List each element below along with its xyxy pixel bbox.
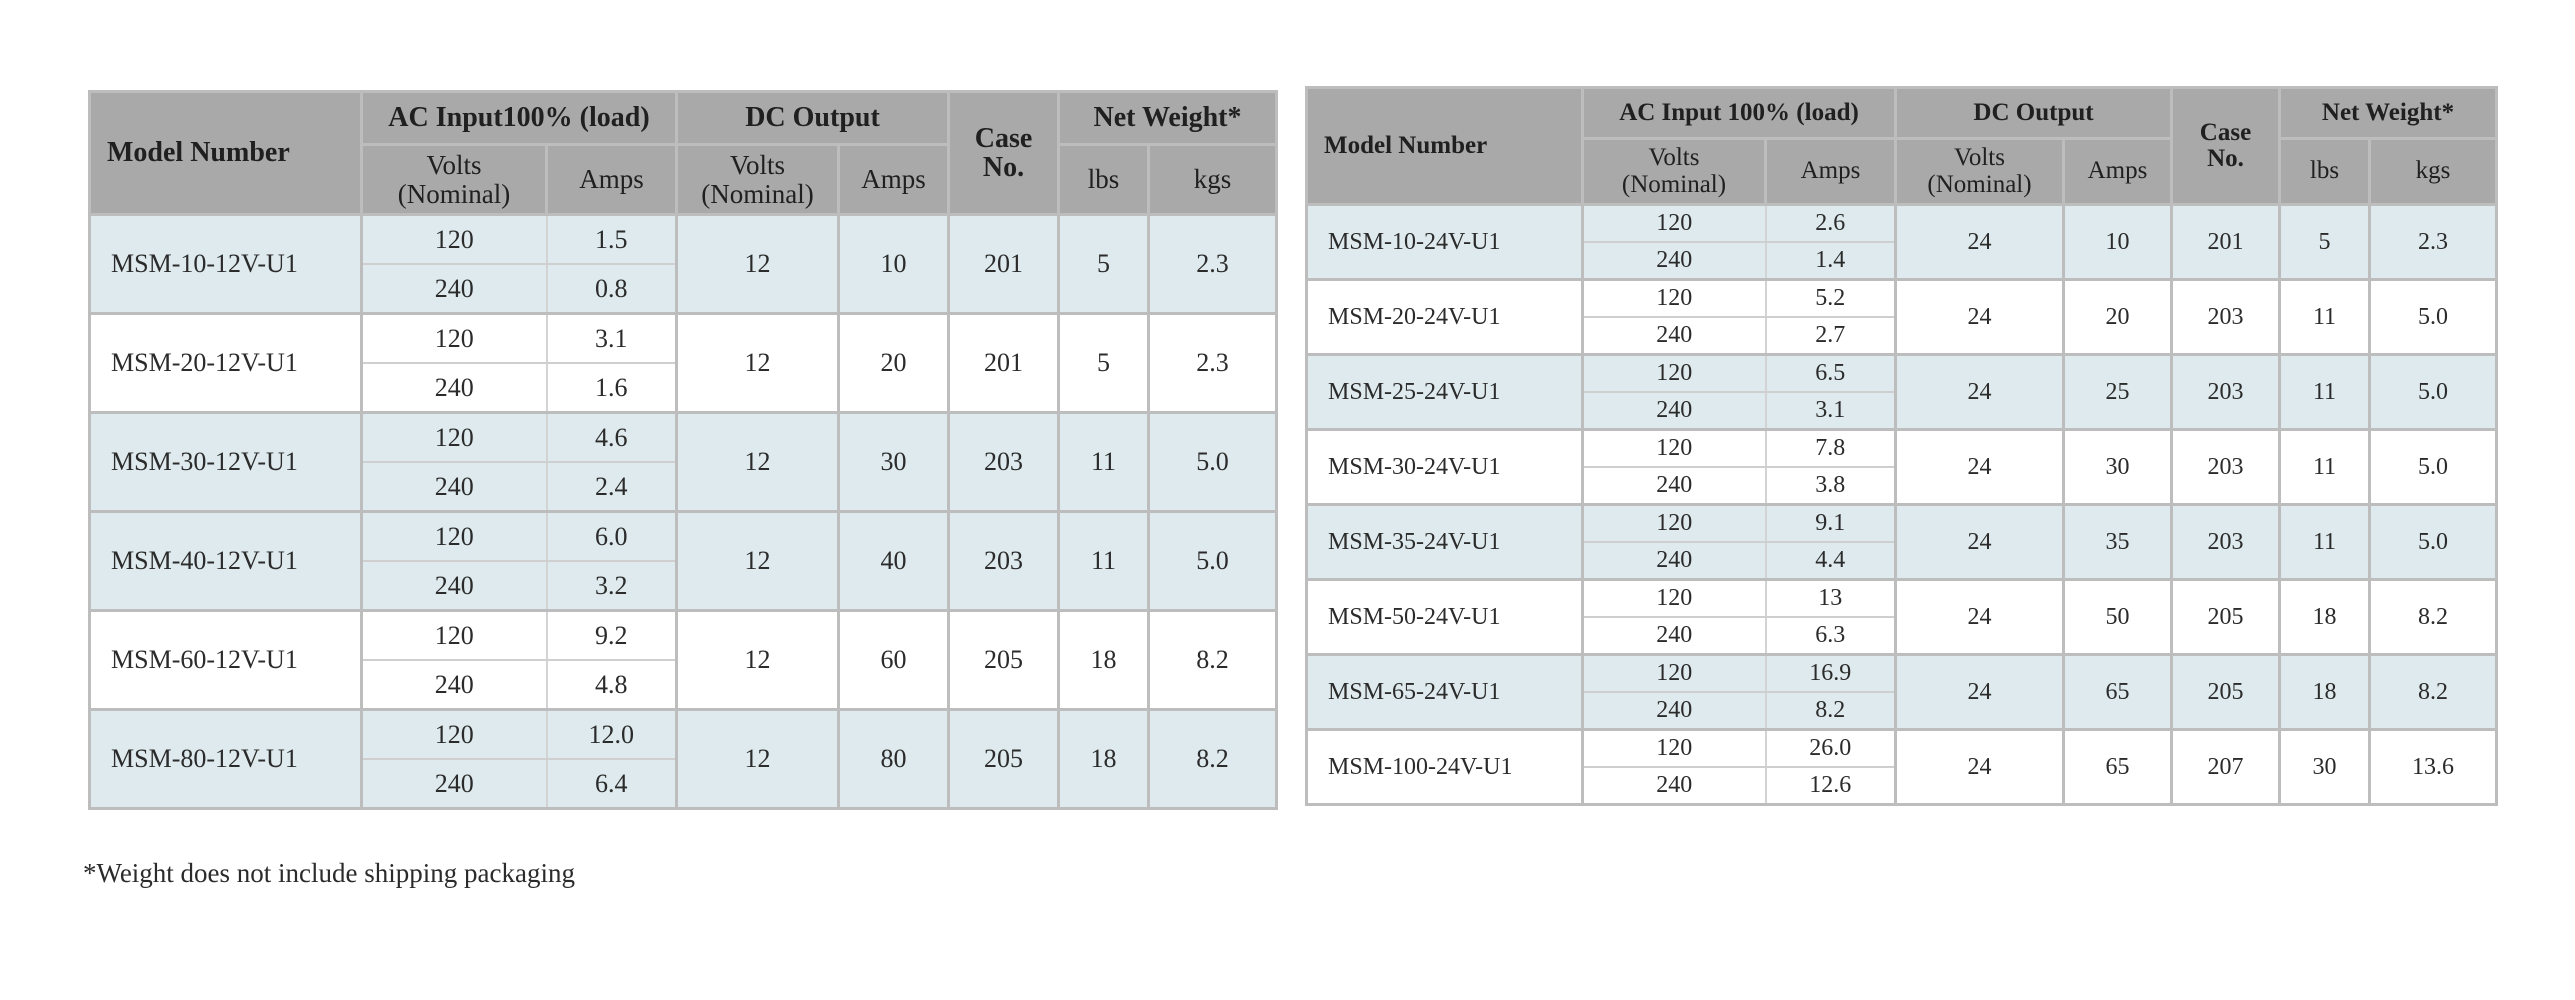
kgs-cell: 5.0 [2370, 355, 2497, 430]
ac-volts-cell: 120 [1583, 580, 1766, 618]
lbs-cell: 11 [2280, 355, 2370, 430]
ac-amps-cell: 12.6 [1766, 767, 1896, 805]
ac-volts-cell: 240 [362, 462, 547, 512]
ac-volts-cell: 240 [1583, 617, 1766, 655]
lbs-cell: 11 [1059, 512, 1149, 611]
dc-volts-cell: 24 [1896, 730, 2064, 805]
model-number-cell: MSM-30-24V-U1 [1307, 430, 1583, 505]
kgs-cell: 8.2 [1149, 710, 1277, 809]
kgs-cell: 5.0 [2370, 505, 2497, 580]
table-row [1307, 205, 2497, 243]
dc-volts-cell: 24 [1896, 280, 2064, 355]
ac-amps-header: Amps [1766, 139, 1896, 205]
kgs-cell: 5.0 [2370, 430, 2497, 505]
lbs-cell: 11 [1059, 413, 1149, 512]
ac-amps-cell: 3.1 [1766, 392, 1896, 430]
case-no-cell: 205 [949, 710, 1059, 809]
kgs-cell: 8.2 [1149, 611, 1277, 710]
case-no-cell: 201 [2172, 205, 2280, 280]
ac-volts-cell: 240 [1583, 692, 1766, 730]
dc-amps-cell: 65 [2064, 655, 2172, 730]
ac-volts-header-text: Volts (Nominal) [1621, 144, 1727, 198]
model-number-cell: MSM-80-12V-U1 [90, 710, 362, 809]
kgs-cell: 5.0 [2370, 280, 2497, 355]
case-no-cell: 201 [949, 215, 1059, 314]
ac-amps-cell: 4.4 [1766, 542, 1896, 580]
dc-volts-cell: 12 [677, 215, 839, 314]
kgs-cell: 2.3 [1149, 314, 1277, 413]
dc-volts-header [1896, 139, 2064, 205]
dc-amps-header: Amps [839, 145, 949, 215]
dc-amps-cell: 35 [2064, 505, 2172, 580]
spec-table-24v [1305, 86, 2498, 806]
spec-table-12v [88, 90, 1278, 810]
table-row [1307, 580, 2497, 618]
ac-amps-cell: 6.0 [547, 512, 677, 562]
ac-volts-cell: 120 [1583, 505, 1766, 543]
dc-amps-cell: 80 [839, 710, 949, 809]
ac-amps-cell: 2.4 [547, 462, 677, 512]
model-number-cell: MSM-10-12V-U1 [90, 215, 362, 314]
dc-amps-cell: 40 [839, 512, 949, 611]
ac-amps-cell: 2.7 [1766, 317, 1896, 355]
ac-volts-cell: 120 [362, 611, 547, 661]
ac-amps-cell: 16.9 [1766, 655, 1896, 693]
ac-volts-cell: 240 [1583, 767, 1766, 805]
lbs-cell: 5 [1059, 314, 1149, 413]
lbs-cell: 11 [2280, 505, 2370, 580]
case-no-header-text: Case No. [2199, 118, 2252, 172]
ac-amps-cell: 0.8 [547, 264, 677, 314]
dc-volts-header [677, 145, 839, 215]
net-weight-header: Net Weight* [1059, 92, 1277, 145]
ac-volts-cell: 240 [362, 363, 547, 413]
table-row [1307, 355, 2497, 393]
case-no-cell: 203 [949, 512, 1059, 611]
ac-amps-cell: 3.1 [547, 314, 677, 364]
ac-volts-cell: 120 [362, 710, 547, 760]
dc-output-header: DC Output [677, 92, 949, 145]
lbs-cell: 18 [2280, 580, 2370, 655]
ac-input-header: AC Input 100% (load) [1583, 88, 1896, 139]
dc-amps-cell: 30 [2064, 430, 2172, 505]
case-no-cell: 201 [949, 314, 1059, 413]
case-no-cell: 203 [949, 413, 1059, 512]
case-no-cell: 205 [949, 611, 1059, 710]
dc-amps-cell: 65 [2064, 730, 2172, 805]
case-no-header [949, 92, 1059, 215]
dc-amps-cell: 10 [2064, 205, 2172, 280]
ac-amps-cell: 2.6 [1766, 205, 1896, 243]
model-number-cell: MSM-30-12V-U1 [90, 413, 362, 512]
ac-volts-cell: 240 [1583, 317, 1766, 355]
ac-amps-cell: 4.6 [547, 413, 677, 463]
ac-volts-cell: 240 [1583, 542, 1766, 580]
dc-volts-header-text: Volts (Nominal) [701, 150, 814, 209]
model-number-cell: MSM-100-24V-U1 [1307, 730, 1583, 805]
dc-amps-cell: 25 [2064, 355, 2172, 430]
kgs-cell: 5.0 [1149, 512, 1277, 611]
case-no-cell: 205 [2172, 580, 2280, 655]
lbs-cell: 5 [1059, 215, 1149, 314]
ac-amps-cell: 9.2 [547, 611, 677, 661]
lbs-header: lbs [1059, 145, 1149, 215]
kgs-cell: 8.2 [2370, 580, 2497, 655]
kgs-cell: 2.3 [2370, 205, 2497, 280]
ac-amps-cell: 9.1 [1766, 505, 1896, 543]
ac-amps-cell: 26.0 [1766, 730, 1896, 768]
ac-volts-cell: 120 [1583, 430, 1766, 468]
model-number-cell: MSM-20-12V-U1 [90, 314, 362, 413]
model-number-cell: MSM-20-24V-U1 [1307, 280, 1583, 355]
case-no-cell: 203 [2172, 430, 2280, 505]
model-number-cell: MSM-40-12V-U1 [90, 512, 362, 611]
table-row [1307, 505, 2497, 543]
kgs-cell: 8.2 [2370, 655, 2497, 730]
ac-volts-cell: 240 [362, 561, 547, 611]
dc-volts-cell: 24 [1896, 505, 2064, 580]
case-no-cell: 205 [2172, 655, 2280, 730]
lbs-cell: 18 [1059, 611, 1149, 710]
ac-volts-cell: 240 [1583, 467, 1766, 505]
table-row [1307, 280, 2497, 318]
dc-volts-cell: 24 [1896, 205, 2064, 280]
ac-volts-cell: 240 [1583, 242, 1766, 280]
table-row [90, 710, 1277, 760]
case-no-cell: 203 [2172, 355, 2280, 430]
lbs-header: lbs [2280, 139, 2370, 205]
kgs-cell: 13.6 [2370, 730, 2497, 805]
ac-volts-header-text: Volts (Nominal) [397, 150, 511, 209]
ac-input-header: AC Input100% (load) [362, 92, 677, 145]
dc-output-header: DC Output [1896, 88, 2172, 139]
ac-volts-cell: 120 [1583, 730, 1766, 768]
ac-volts-cell: 240 [362, 264, 547, 314]
weight-footnote: *Weight does not include shipping packaging [83, 858, 575, 888]
dc-volts-cell: 12 [677, 413, 839, 512]
ac-volts-cell: 120 [362, 413, 547, 463]
kgs-header: kgs [1149, 145, 1277, 215]
ac-volts-cell: 240 [362, 660, 547, 710]
case-no-cell: 203 [2172, 505, 2280, 580]
ac-volts-cell: 120 [362, 314, 547, 364]
dc-volts-cell: 12 [677, 710, 839, 809]
lbs-cell: 5 [2280, 205, 2370, 280]
dc-volts-cell: 12 [677, 314, 839, 413]
ac-amps-cell: 3.8 [1766, 467, 1896, 505]
ac-amps-cell: 12.0 [547, 710, 677, 760]
table-row [90, 215, 1277, 265]
ac-amps-header: Amps [547, 145, 677, 215]
dc-amps-cell: 10 [839, 215, 949, 314]
lbs-cell: 11 [2280, 430, 2370, 505]
model-number-header: Model Number [90, 92, 362, 215]
ac-volts-cell: 120 [1583, 205, 1766, 243]
ac-volts-cell: 120 [1583, 655, 1766, 693]
lbs-cell: 11 [2280, 280, 2370, 355]
dc-volts-cell: 24 [1896, 355, 2064, 430]
model-number-header: Model Number [1307, 88, 1583, 205]
ac-amps-cell: 1.6 [547, 363, 677, 413]
net-weight-header: Net Weight* [2280, 88, 2497, 139]
lbs-cell: 30 [2280, 730, 2370, 805]
ac-amps-cell: 6.4 [547, 759, 677, 809]
dc-amps-cell: 60 [839, 611, 949, 710]
dc-amps-header: Amps [2064, 139, 2172, 205]
dc-volts-cell: 24 [1896, 430, 2064, 505]
table-row [1307, 730, 2497, 768]
table-row [90, 413, 1277, 463]
model-number-cell: MSM-25-24V-U1 [1307, 355, 1583, 430]
kgs-header: kgs [2370, 139, 2497, 205]
dc-amps-cell: 50 [2064, 580, 2172, 655]
ac-volts-header [362, 145, 547, 215]
table-row [90, 611, 1277, 661]
ac-amps-cell: 1.4 [1766, 242, 1896, 280]
ac-volts-cell: 120 [362, 512, 547, 562]
model-number-cell: MSM-10-24V-U1 [1307, 205, 1583, 280]
ac-volts-cell: 120 [1583, 355, 1766, 393]
dc-volts-cell: 12 [677, 512, 839, 611]
ac-volts-header [1583, 139, 1766, 205]
dc-volts-cell: 12 [677, 611, 839, 710]
dc-amps-cell: 20 [839, 314, 949, 413]
kgs-cell: 5.0 [1149, 413, 1277, 512]
ac-amps-cell: 6.3 [1766, 617, 1896, 655]
table-row [1307, 655, 2497, 693]
ac-amps-cell: 1.5 [547, 215, 677, 265]
ac-amps-cell: 6.5 [1766, 355, 1896, 393]
case-no-cell: 207 [2172, 730, 2280, 805]
ac-amps-cell: 5.2 [1766, 280, 1896, 318]
model-number-cell: MSM-35-24V-U1 [1307, 505, 1583, 580]
case-no-cell: 203 [2172, 280, 2280, 355]
ac-volts-cell: 240 [362, 759, 547, 809]
dc-amps-cell: 20 [2064, 280, 2172, 355]
ac-amps-cell: 13 [1766, 580, 1896, 618]
model-number-cell: MSM-60-12V-U1 [90, 611, 362, 710]
lbs-cell: 18 [1059, 710, 1149, 809]
table-row [90, 512, 1277, 562]
model-number-cell: MSM-65-24V-U1 [1307, 655, 1583, 730]
ac-amps-cell: 4.8 [547, 660, 677, 710]
ac-volts-cell: 120 [362, 215, 547, 265]
ac-amps-cell: 3.2 [547, 561, 677, 611]
ac-amps-cell: 7.8 [1766, 430, 1896, 468]
case-no-header [2172, 88, 2280, 205]
dc-amps-cell: 30 [839, 413, 949, 512]
case-no-header-text: Case No. [974, 122, 1033, 183]
ac-volts-cell: 240 [1583, 392, 1766, 430]
dc-volts-cell: 24 [1896, 655, 2064, 730]
table-row [90, 314, 1277, 364]
table-row [1307, 430, 2497, 468]
lbs-cell: 18 [2280, 655, 2370, 730]
dc-volts-cell: 24 [1896, 580, 2064, 655]
dc-volts-header-text: Volts (Nominal) [1927, 144, 2032, 198]
ac-volts-cell: 120 [1583, 280, 1766, 318]
model-number-cell: MSM-50-24V-U1 [1307, 580, 1583, 655]
ac-amps-cell: 8.2 [1766, 692, 1896, 730]
kgs-cell: 2.3 [1149, 215, 1277, 314]
